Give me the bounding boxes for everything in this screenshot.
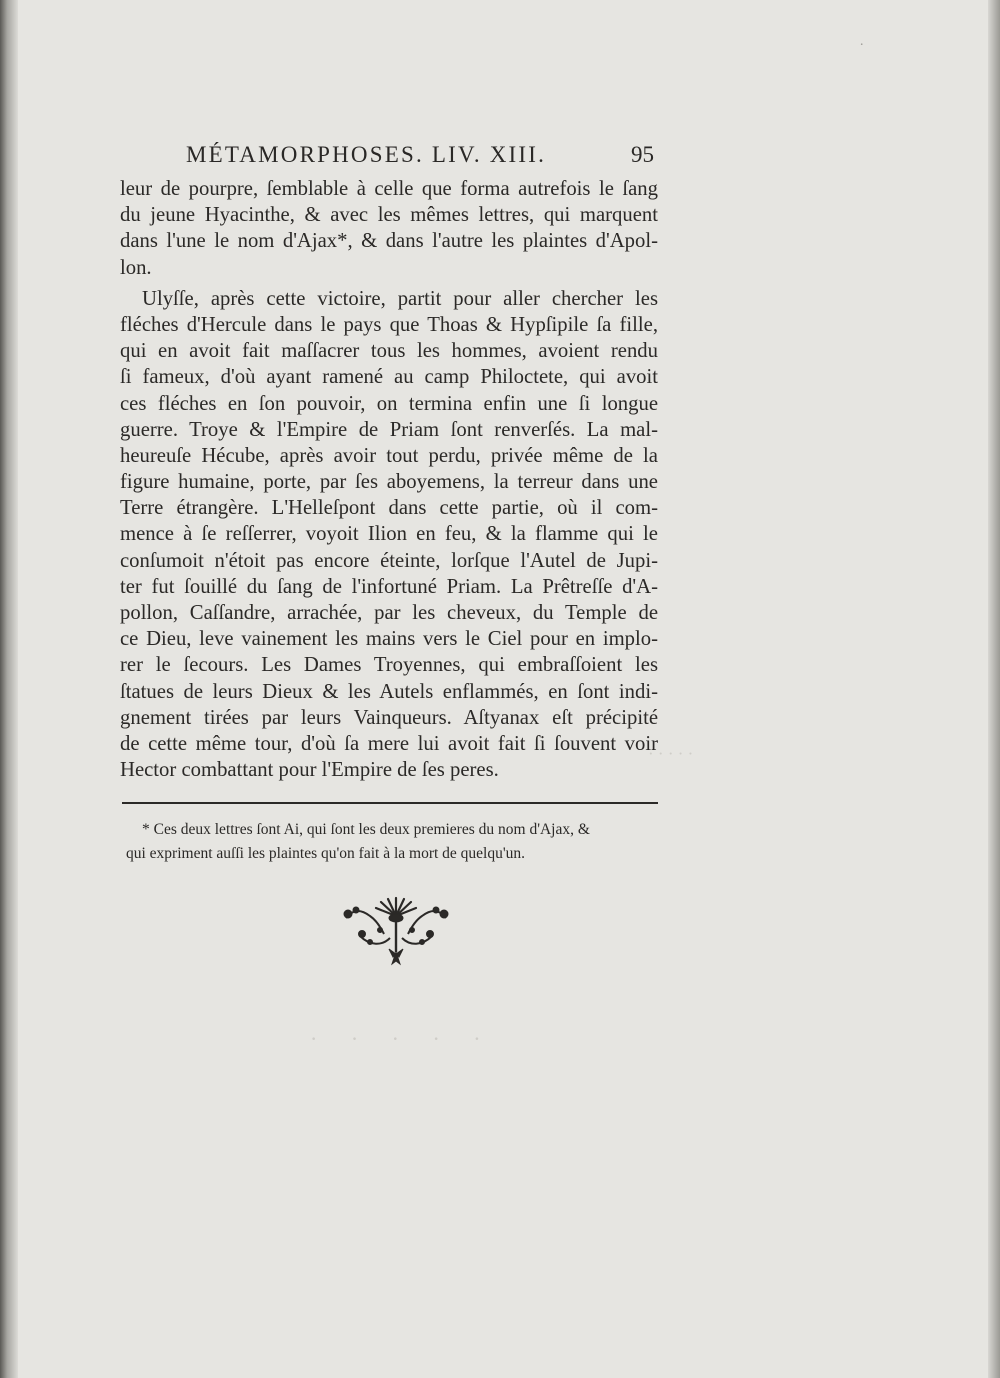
text-line: fléches d'Hercule dans le pays que Thoas & Hypſipile ſa fille, xyxy=(120,313,658,336)
text-line: guerre. Troye & l'Empire de Priam ſont renverſés. La mal- xyxy=(120,418,658,441)
text-line: ter fut ſouillé du ſang de l'infortuné Priam. La Prêtreſſe d'A- xyxy=(120,575,658,598)
text-line: ſi fameux, d'où ayant ramené au camp Philoctete, qui avoit xyxy=(120,366,658,389)
corner-mark: · xyxy=(859,38,864,53)
text-line: Terre étrangère. L'Helleſpont dans cette partie, où il com- xyxy=(120,497,658,520)
page-edge xyxy=(988,0,1000,1378)
text-line: ce Dieu, leve vainement les mains vers le Ciel pour en implo- xyxy=(120,628,658,651)
text-line: leur de pourpre, ſemblable à celle que forma autrefois le ſang xyxy=(120,178,658,200)
text-line: lon. xyxy=(120,256,152,279)
paragraph-2 xyxy=(120,286,658,784)
text-line: Hector combattant pour l'Empire de ſes peres. xyxy=(120,759,499,782)
text-line: Ulyſſe, après cette victoire, partit pour aller chercher les xyxy=(142,287,658,310)
show-through-text: · · · · · xyxy=(648,744,694,763)
text-line: conſumoit n'étoit pas encore éteinte, lorſque l'Autel de Jupi- xyxy=(120,549,658,572)
main-text xyxy=(120,176,658,783)
paragraph-1 xyxy=(120,176,658,281)
footnote-rule xyxy=(122,802,658,804)
footnote xyxy=(126,818,658,866)
page-number: 95 xyxy=(631,142,654,167)
text-line: mence à ſe reſſerrer, voyoit Ilion en feu, & la flamme qui le xyxy=(120,523,658,546)
text-line: figure humaine, porte, par ſes aboyemens, la terreur dans une xyxy=(120,471,658,494)
running-title: MÉTAMORPHOSES. LIV. XIII. xyxy=(186,142,547,167)
footnote-line: * Ces deux lettres ſont Ai, qui ſont les deux premieres du nom d'Ajax, & xyxy=(142,821,590,838)
text-line: heureuſe Hécube, après avoir tout perdu, privée même de la xyxy=(120,444,658,467)
show-through-text: · · · · · xyxy=(310,1026,495,1051)
text-line: pollon, Caſſandre, arrachée, par les cheveux, du Temple de xyxy=(120,602,658,624)
text-line: du jeune Hyacinthe, & avec les mêmes lettres, qui marquent xyxy=(120,204,658,227)
footnote-line: qui expriment auſſi les plaintes qu'on fait à la mort de quelqu'un. xyxy=(126,845,526,862)
floral-ornament-icon xyxy=(340,890,452,970)
text-line: rer le ſecours. Les Dames Troyennes, qui embraſſoient les xyxy=(120,654,658,677)
text-line: de cette même tour, d'où ſa mere lui avoit fait ſi ſouvent voir xyxy=(120,732,658,755)
text-line: dans l'une le nom d'Ajax*, & dans l'autre les plaintes d'Apol- xyxy=(120,230,658,253)
text-line: qui en avoit fait maſſacrer tous les hommes, avoient rendu xyxy=(120,340,658,363)
text-line: gnement tirées par leurs Vainqueurs. Aſtyanax eſt précipité xyxy=(120,706,658,729)
text-line: ces fléches en ſon pouvoir, on termina enfin une ſi longue xyxy=(120,392,658,415)
binding-shadow xyxy=(0,0,18,1378)
text-line: ſtatues de leurs Dieux & les Autels enflammés, en ſont indi- xyxy=(120,680,658,703)
running-header xyxy=(130,142,660,176)
